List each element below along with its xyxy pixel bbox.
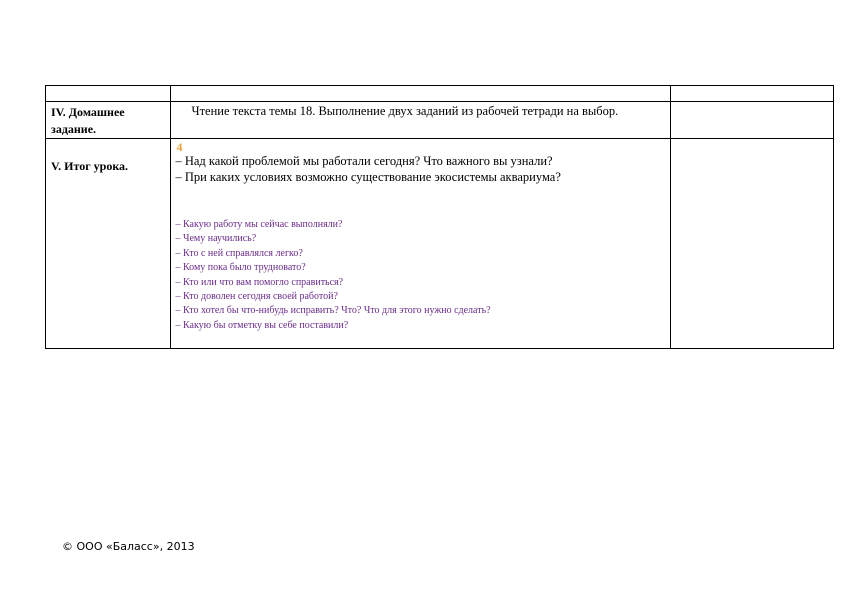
stage-cell — [46, 86, 171, 102]
stage-cell — [46, 139, 171, 349]
copyright-footer: © ООО «Баласс», 2013 — [62, 540, 195, 553]
reflection-line: – Кто хотел бы что-нибудь исправить? Что? Что для этого нужно сделать? — [175, 305, 491, 317]
stage-cell — [46, 102, 171, 139]
table-row — [46, 102, 834, 139]
reflection-questions — [171, 218, 670, 333]
stage-title-homework: IV. Домашнее задание. — [51, 105, 125, 136]
reflection-line: – Какую бы отметку вы себе поставили? — [175, 319, 349, 331]
homework-text: Чтение текста темы 18. Выполнение двух заданий из рабочей тетради на выбор. — [191, 104, 619, 118]
summary-questions — [171, 153, 670, 185]
reflection-line: – Кому пока было трудновато? — [175, 262, 306, 274]
reflection-line: – Кто или что вам помогло справиться? — [175, 276, 344, 288]
question-line: – Над какой проблемой мы работали сегодня? Что важного вы узнали? — [175, 154, 553, 168]
table-row — [46, 139, 834, 349]
question-line: – При каких условиях возможно существование экосистемы аквариума? — [175, 170, 561, 184]
notes-cell — [671, 139, 834, 349]
reflection-line: – Кто с ней справлялся легко? — [175, 247, 303, 259]
notes-cell — [671, 86, 834, 102]
step-number: 4 — [176, 140, 183, 154]
reflection-line: – Кто доволен сегодня своей работой? — [175, 291, 338, 303]
content-cell — [171, 102, 671, 139]
lesson-plan-table — [45, 85, 834, 349]
reflection-line: – Чему научились? — [175, 233, 257, 245]
content-cell — [171, 86, 671, 102]
notes-cell — [671, 102, 834, 139]
stage-title-summary: V. Итог урока. — [51, 159, 129, 173]
table-row — [46, 86, 834, 102]
content-cell — [171, 139, 671, 349]
reflection-line: – Какую работу мы сейчас выполняли? — [175, 219, 343, 230]
